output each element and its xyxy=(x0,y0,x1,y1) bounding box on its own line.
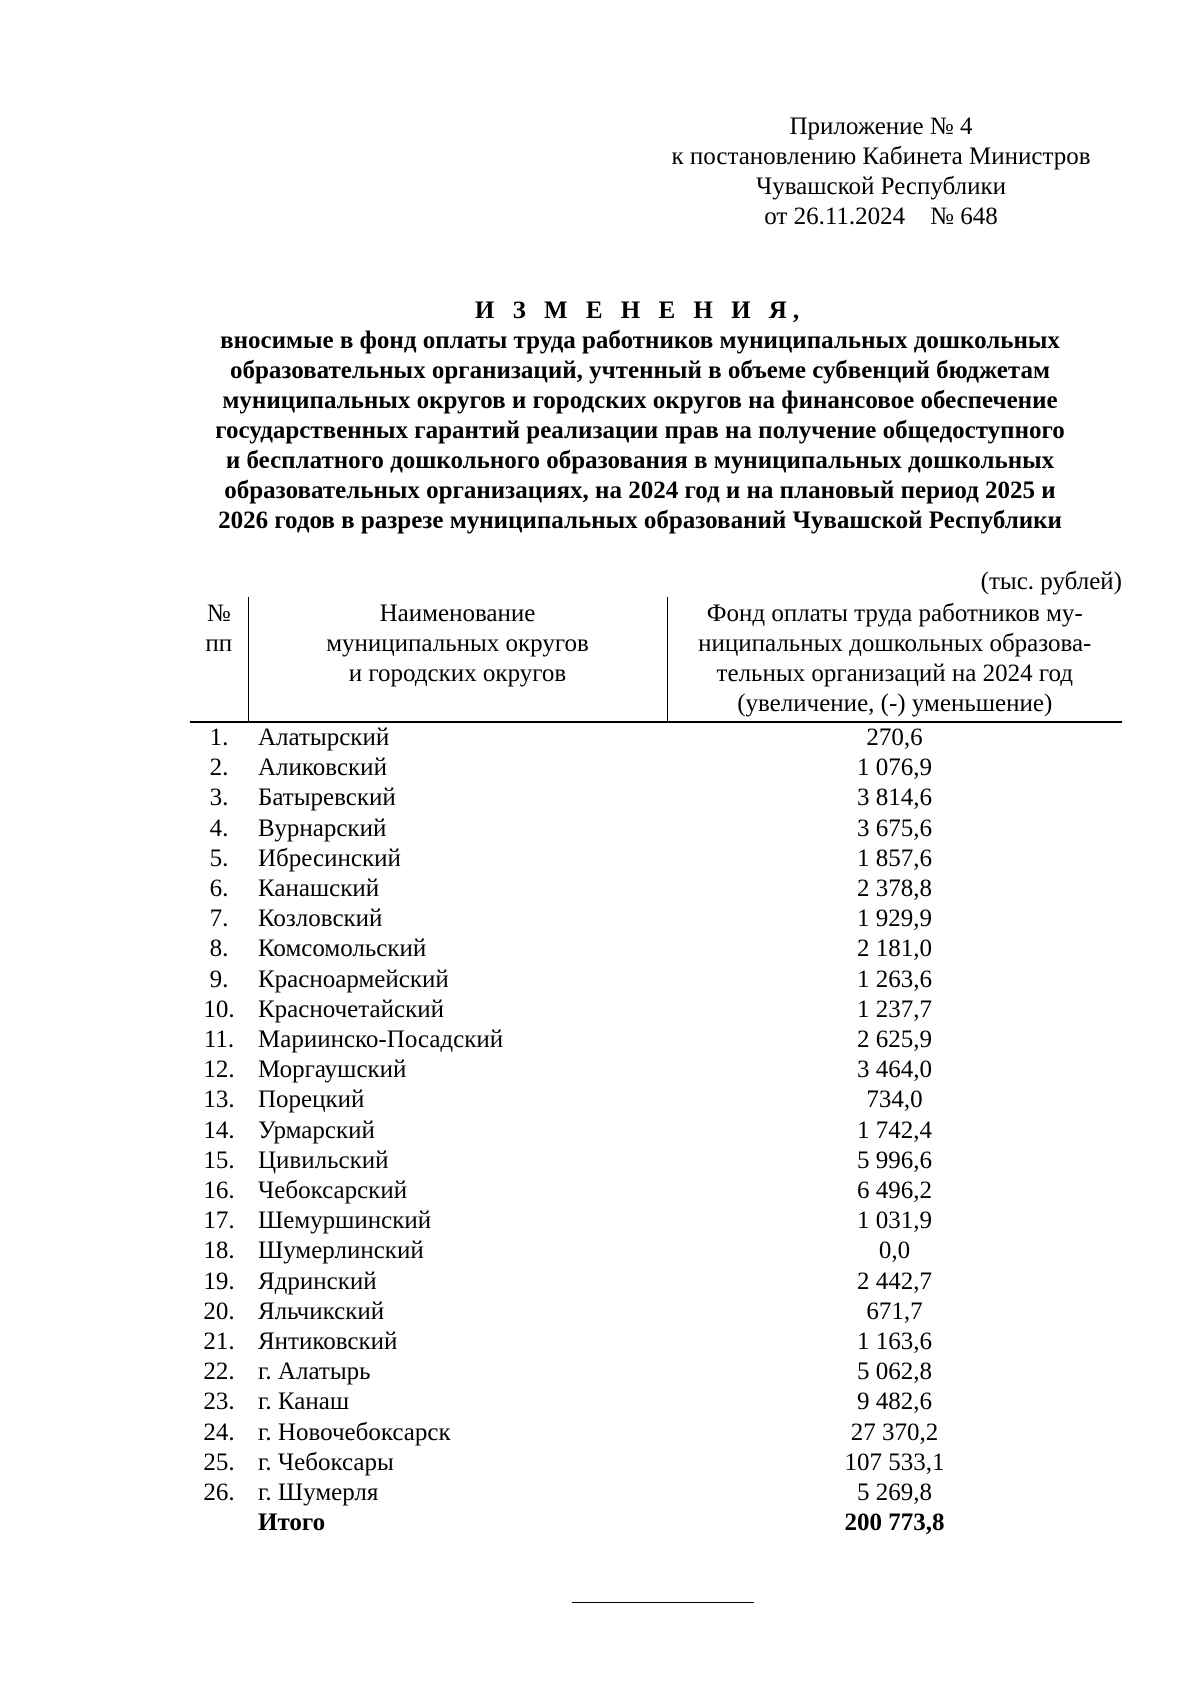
row-value: 0,0 xyxy=(878,1237,911,1265)
row-name: г. Чебоксары xyxy=(258,1448,394,1476)
table-row xyxy=(190,965,1122,995)
row-name: Ядринский xyxy=(258,1267,377,1295)
table-row xyxy=(190,783,1122,813)
header-value-line: тельных организаций на 2024 год xyxy=(716,660,1073,687)
row-name: Моргаушский xyxy=(258,1056,407,1084)
row-name: Чебоксарский xyxy=(258,1177,408,1205)
row-number: 13. xyxy=(203,1086,235,1114)
table-row xyxy=(190,934,1122,964)
total-number xyxy=(190,1508,248,1538)
table-row xyxy=(190,1327,1122,1357)
row-name: г. Канаш xyxy=(258,1388,350,1416)
row-number: 6. xyxy=(209,875,229,903)
row-number: 18. xyxy=(203,1237,235,1265)
row-number: 20. xyxy=(203,1297,235,1325)
table-row xyxy=(190,722,1122,753)
row-value: 107 533,1 xyxy=(844,1448,945,1476)
row-name: Красночетайский xyxy=(258,995,444,1023)
row-name: Яльчикский xyxy=(258,1297,385,1325)
appendix-decree-ref: к постановлению Кабинета Министров xyxy=(671,143,1091,170)
row-name: г. Новочебоксарск xyxy=(258,1418,451,1446)
table-row xyxy=(190,1357,1122,1387)
row-value: 3 814,6 xyxy=(857,784,932,812)
header-name-line: муниципальных округов xyxy=(326,630,589,657)
heading-line: вносимые в фонд оплаты труда работников муниципальных дошкольных xyxy=(220,327,1060,354)
row-number: 17. xyxy=(203,1207,235,1235)
closing-divider xyxy=(572,1602,754,1603)
row-value: 1 031,9 xyxy=(857,1207,932,1235)
row-number: 8. xyxy=(209,935,229,963)
row-value: 671,7 xyxy=(866,1297,923,1325)
row-value: 2 378,8 xyxy=(857,875,932,903)
row-value: 6 496,2 xyxy=(857,1177,932,1205)
table-body xyxy=(190,722,1122,1538)
row-value: 5 062,8 xyxy=(857,1358,932,1386)
row-number: 26. xyxy=(203,1479,235,1507)
row-number: 11. xyxy=(203,1026,235,1054)
table-row xyxy=(190,844,1122,874)
row-name: Канашский xyxy=(258,875,380,903)
table-row xyxy=(190,1448,1122,1478)
row-name: Комсомольский xyxy=(258,935,427,963)
row-name: Красноармейский xyxy=(258,965,449,993)
funds-table xyxy=(190,597,1122,1538)
table-row xyxy=(190,904,1122,934)
header-name-line: и городских округов xyxy=(348,660,567,687)
row-name: Батыревский xyxy=(258,784,396,812)
table-row xyxy=(190,1055,1122,1085)
header-value xyxy=(667,597,1122,722)
header-value-line: (увеличение, (-) уменьшение) xyxy=(737,690,1053,717)
table-row xyxy=(190,1146,1122,1176)
row-number: 2. xyxy=(209,754,229,782)
heading-line: образовательных организаций, учтенный в объеме субвенций бюджетам xyxy=(229,357,1051,384)
row-name: Шумерлинский xyxy=(258,1237,424,1265)
appendix-number: Приложение № 4 xyxy=(789,113,973,140)
row-value: 27 370,2 xyxy=(850,1418,939,1446)
table-row xyxy=(190,1297,1122,1327)
table-row xyxy=(190,1267,1122,1297)
row-number: 1. xyxy=(209,724,229,751)
total-value: 200 773,8 xyxy=(844,1509,945,1537)
row-name: Аликовский xyxy=(258,754,387,782)
row-value: 1 076,9 xyxy=(857,754,932,782)
header-name-line: Наименование xyxy=(379,600,536,627)
table-row xyxy=(190,1206,1122,1236)
row-name: Вурнарский xyxy=(258,814,387,842)
row-value: 734,0 xyxy=(866,1086,923,1114)
row-number: 16. xyxy=(203,1177,235,1205)
appendix-republic: Чувашской Республики xyxy=(755,173,1007,200)
row-value: 9 482,6 xyxy=(857,1388,932,1416)
row-number: 21. xyxy=(203,1328,235,1356)
table-row xyxy=(190,753,1122,783)
row-value: 3 675,6 xyxy=(857,814,932,842)
row-value: 5 996,6 xyxy=(857,1146,932,1174)
row-number: 10. xyxy=(203,995,235,1023)
row-name: г. Алатырь xyxy=(258,1358,371,1386)
row-number: 14. xyxy=(203,1116,235,1144)
row-number: 25. xyxy=(203,1448,235,1476)
row-number: 7. xyxy=(209,905,229,933)
row-number: 23. xyxy=(203,1388,235,1416)
table-row xyxy=(190,1418,1122,1448)
row-number: 12. xyxy=(203,1056,235,1084)
row-name: Алатырский xyxy=(258,724,390,751)
header-name xyxy=(248,597,667,722)
total-label: Итого xyxy=(258,1509,326,1537)
header-number-line: № xyxy=(206,600,231,627)
table-row xyxy=(190,1176,1122,1206)
row-name: Мариинско-Посадский xyxy=(258,1026,504,1054)
table-row xyxy=(190,1085,1122,1115)
row-value: 1 237,7 xyxy=(857,995,932,1023)
table-row xyxy=(190,995,1122,1025)
table-header-row xyxy=(190,597,1122,722)
row-name: Урмарский xyxy=(258,1116,375,1144)
appendix-header xyxy=(666,112,1096,232)
row-value: 1 263,6 xyxy=(857,965,932,993)
units-label: (тыс. рублей) xyxy=(980,568,1122,595)
row-number: 4. xyxy=(209,814,229,842)
row-value: 5 269,8 xyxy=(857,1479,932,1507)
table-row xyxy=(190,1387,1122,1417)
row-number: 24. xyxy=(203,1418,235,1446)
row-name: г. Шумерля xyxy=(258,1479,379,1507)
row-number: 5. xyxy=(209,844,229,872)
row-value: 1 857,6 xyxy=(857,844,932,872)
row-name: Козловский xyxy=(258,905,383,933)
header-value-line: Фонд оплаты труда работников му- xyxy=(706,600,1083,627)
row-number: 15. xyxy=(203,1146,235,1174)
row-name: Шемуршинский xyxy=(258,1207,432,1235)
row-name: Янтиковский xyxy=(258,1328,398,1356)
table-row xyxy=(190,1025,1122,1055)
row-number: 9. xyxy=(209,965,229,993)
document-heading xyxy=(200,296,1080,536)
table-row xyxy=(190,814,1122,844)
row-name: Порецкий xyxy=(258,1086,365,1114)
table-row xyxy=(190,1236,1122,1266)
table-row xyxy=(190,874,1122,904)
document-title: И З М Е Н Е Н И Я, xyxy=(474,297,806,324)
row-value: 1 929,9 xyxy=(857,905,932,933)
row-value: 270,6 xyxy=(866,724,923,751)
header-number-line: пп xyxy=(205,630,233,657)
heading-line: 2026 годов в разрезе муниципальных образований Чувашской Республики xyxy=(218,507,1062,534)
header-number xyxy=(190,597,248,722)
row-number: 3. xyxy=(209,784,229,812)
row-name: Цивильский xyxy=(258,1146,389,1174)
row-value: 2 625,9 xyxy=(857,1026,932,1054)
total-row xyxy=(190,1508,1122,1538)
row-value: 3 464,0 xyxy=(857,1056,932,1084)
table-row xyxy=(190,1478,1122,1508)
heading-line: муниципальных округов и городских округов на финансовое обеспечение xyxy=(222,387,1058,414)
row-value: 2 181,0 xyxy=(857,935,932,963)
row-number: 22. xyxy=(203,1358,235,1386)
appendix-date-number: от 26.11.2024 № 648 xyxy=(764,203,998,230)
row-value: 2 442,7 xyxy=(857,1267,932,1295)
row-value: 1 742,4 xyxy=(857,1116,932,1144)
row-value: 1 163,6 xyxy=(857,1328,932,1356)
header-value-line: ниципальных дошкольных образова- xyxy=(698,630,1092,657)
heading-line: и бесплатного дошкольного образования в муниципальных дошкольных xyxy=(225,447,1055,474)
heading-line: государственных гарантий реализации прав на получение общедоступного xyxy=(215,417,1065,444)
heading-line: образовательных организациях, на 2024 год и на плановый период 2025 и xyxy=(224,477,1056,504)
row-name: Ибресинский xyxy=(258,844,401,872)
row-number: 19. xyxy=(203,1267,235,1295)
table-row xyxy=(190,1116,1122,1146)
